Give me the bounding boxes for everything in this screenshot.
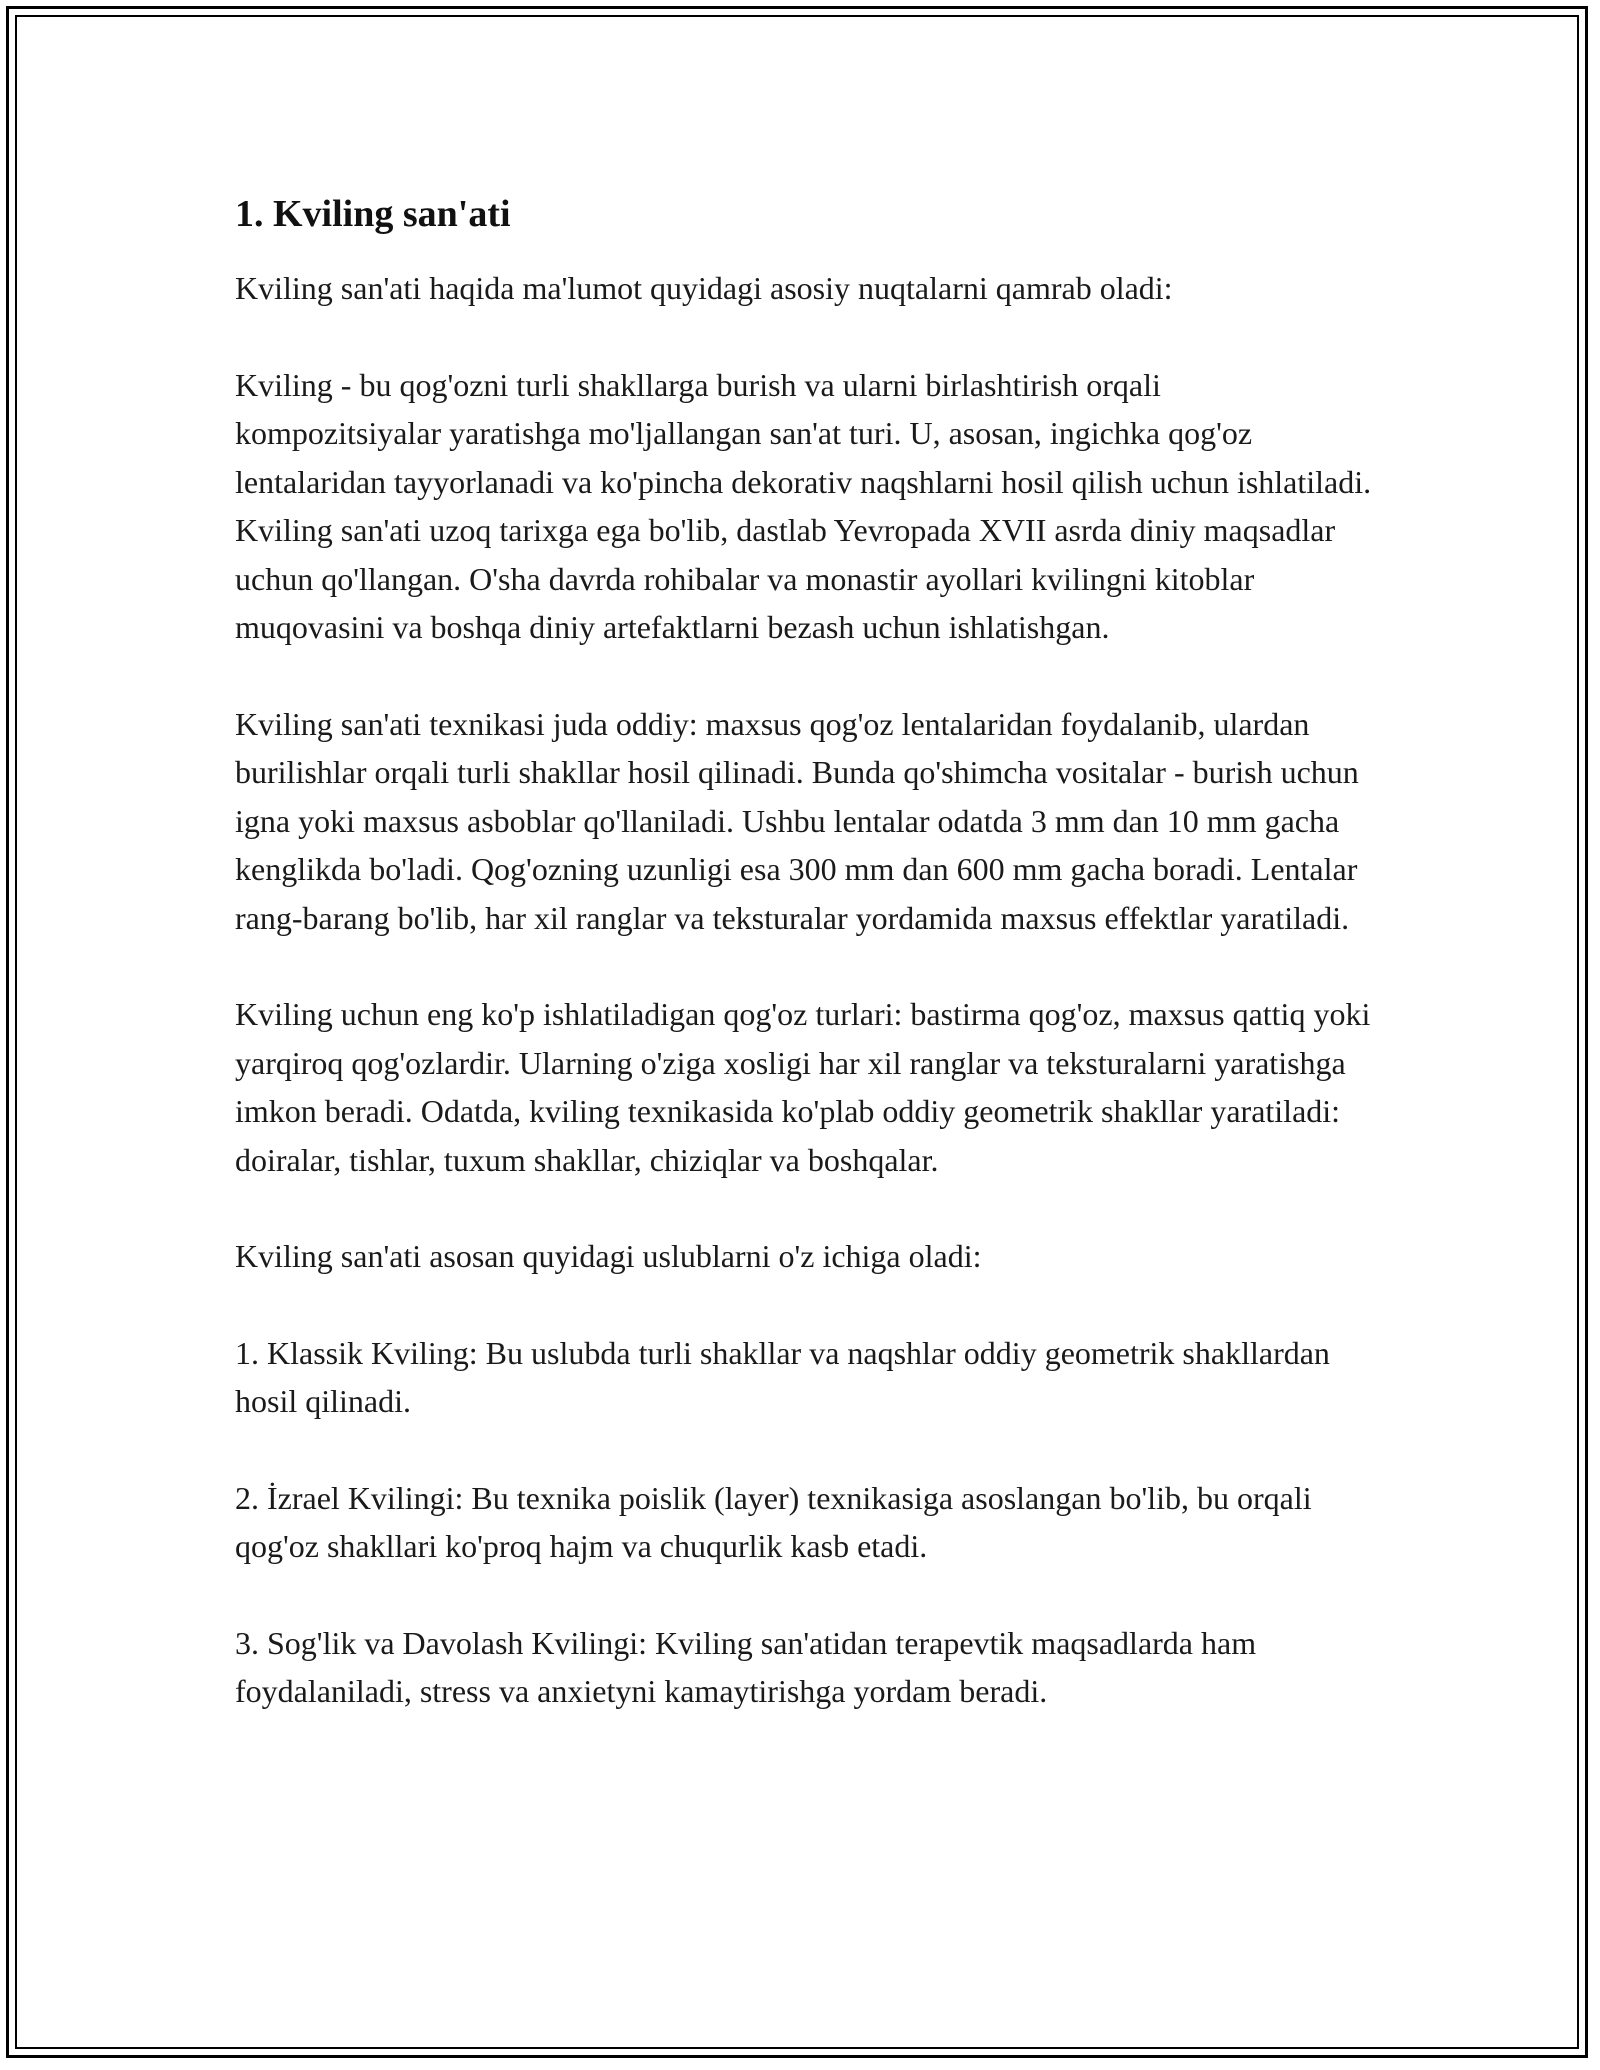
paragraph-styles-intro: Kviling san'ati asosan quyidagi uslublarni o'z ichiga oladi: (235, 1238, 982, 1274)
list-item-classic: 1. Klassik Kviling: Bu uslubda turli shakllar va naqshlar oddiy geometrik shakllardan hosil qilinadi. (235, 1334, 1330, 1419)
paragraph-paper-types: Kviling uchun eng ko'p ishlatiladigan qog'oz turlari: bastirma qog'oz, maxsus qattiq yoki yarqiroq qog'ozlardir. Ularning o'ziga xosligi har xil ranglar va teksturalarni yaratishga imkon beradi. Odatda, kviling texnikasida ko'plab oddiy geometrik shakllar yaratiladi: doiralar, tishlar, tuxum shakllar, chiziqlar va boshqalar. (235, 996, 1371, 1178)
paragraph-technique: Kviling san'ati texnikasi juda oddiy: maxsus qog'oz lentalaridan foydalanib, ulardan burilishlar orqali turli shakllar hosil qilinadi. Bunda qo'shimcha vositalar - burish uchun igna yoki maxsus asboblar qo'llaniladi. Ushbu lentalar odatda 3 mm dan 10 mm gacha kenglikda bo'ladi. Qog'ozning uzunligi esa 300 mm dan 600 mm gacha boradi. Lentalar rang-barang bo'lib, har xil ranglar va teksturalar yordamida maxsus effektlar yaratiladi. (235, 705, 1359, 936)
list-item-health: 3. Sog'lik va Davolash Kvilingi: Kviling san'atidan terapevtik maqsadlarda ham foydalaniladi, stress va anxietyni kamaytirishga yordam beradi. (235, 1624, 1257, 1709)
paragraph-definition: Kviling - bu qog'ozni turli shakllarga burish va ularni birlashtirish orqali kompozitsiyalar yaratishga mo'ljallangan san'at turi. U, asosan, ingichka qog'oz lentalaridan tayyorlanadi va ko'pincha dekorativ naqshlarni hosil qilish uchun ishlatiladi. Kviling san'ati uzoq tarixga ega bo'lib, dastlab Yevropada XVII asrda diniy maqsadlar uchun qo'llangan. O'sha davrda rohibalar va monastir ayollari kvilingni kitoblar muqovasini va boshqa diniy artefaktlarni bezash uchun ishlatishgan. (235, 366, 1372, 645)
paragraph-intro: Kviling san'ati haqida ma'lumot quyidagi asosiy nuqtalarni qamrab oladi: (235, 270, 1173, 306)
document-body (235, 190, 1375, 1764)
document-title: 1. Kviling san'ati (235, 193, 511, 235)
list-item-izrael: 2. İzrael Kvilingi: Bu texnika poislik (layer) texnikasiga asoslangan bo'lib, bu orqali qog'oz shakllari ko'proq hajm va chuqurlik kasb etadi. (235, 1479, 1312, 1564)
